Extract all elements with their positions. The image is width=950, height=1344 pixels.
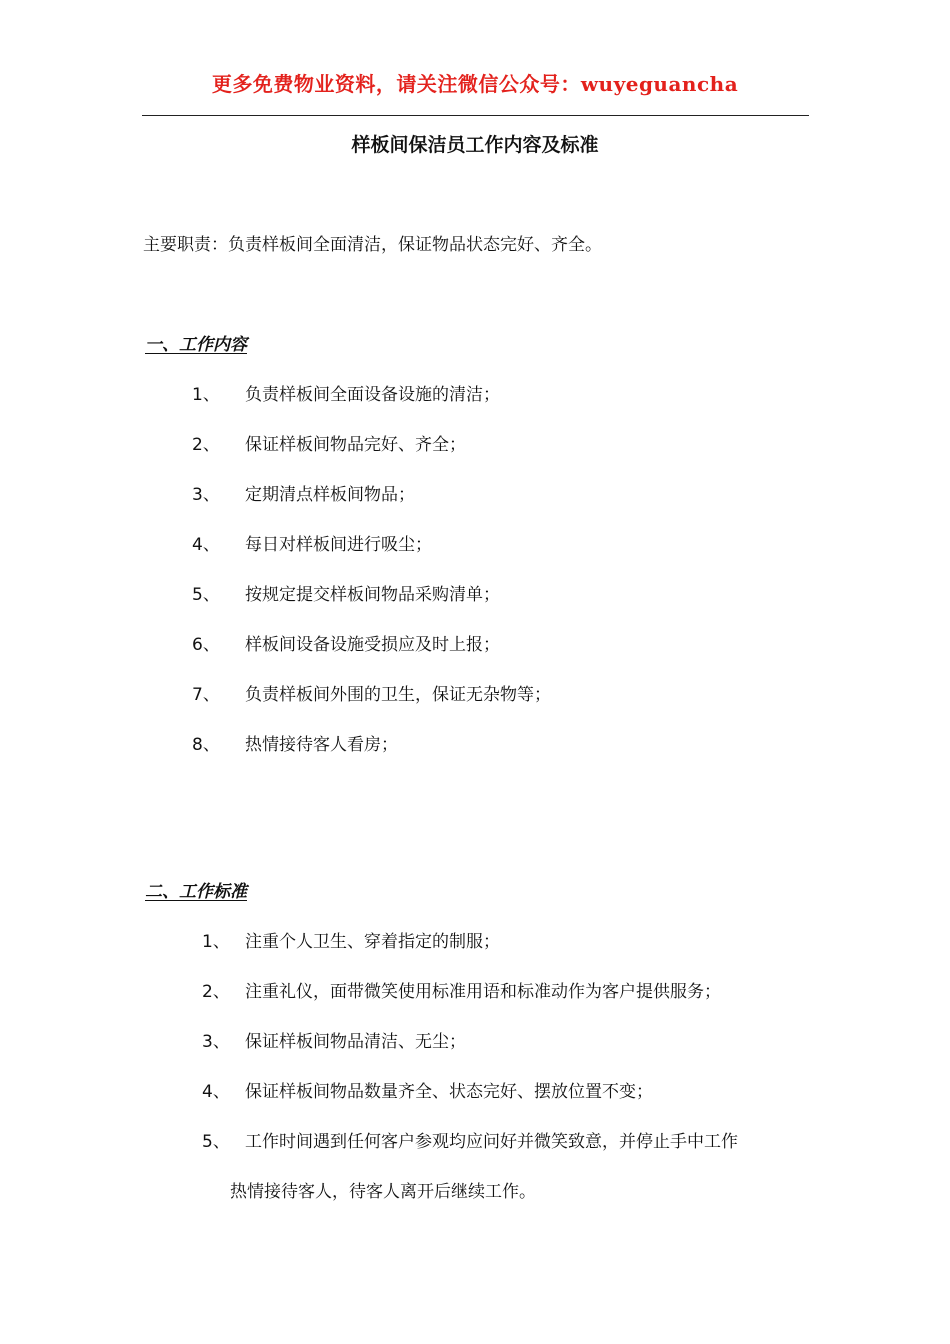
list-item	[0, 430, 950, 480]
list-item	[0, 730, 950, 780]
item-text: 热情接待客人看房；	[245, 735, 398, 755]
item-text: 保证样板间物品数量齐全、状态完好、摆放位置不变；	[245, 1082, 653, 1102]
header-divider	[142, 115, 809, 116]
list-item	[0, 630, 950, 680]
item-text-continuation: 热情接待客人，待客人离开后继续工作。	[230, 1182, 536, 1202]
section-heading-work-content: 一、工作内容	[145, 335, 247, 355]
item-number: 8、	[192, 735, 220, 755]
item-number: 1、	[192, 385, 220, 405]
item-number: 5、	[192, 585, 220, 605]
main-duty-text: 主要职责：负责样板间全面清洁，保证物品状态完好、齐全。	[143, 235, 602, 255]
item-number: 7、	[192, 685, 220, 705]
promo-banner: 更多免费物业资料，请关注微信公众号：wuyeguancha	[211, 72, 739, 96]
item-text: 保证样板间物品完好、齐全；	[245, 435, 466, 455]
item-text: 样板间设备设施受损应及时上报；	[245, 635, 500, 655]
item-number: 1、	[202, 932, 230, 952]
item-number: 2、	[202, 982, 230, 1002]
list-item	[0, 480, 950, 530]
item-text: 注重个人卫生、穿着指定的制服；	[245, 932, 500, 952]
list-item	[0, 530, 950, 580]
item-number: 3、	[192, 485, 220, 505]
item-number: 6、	[192, 635, 220, 655]
item-number: 4、	[202, 1082, 230, 1102]
list-item	[0, 680, 950, 730]
item-number: 2、	[192, 435, 220, 455]
work-content-list	[0, 380, 950, 780]
item-text: 保证样板间物品清洁、无尘；	[245, 1032, 466, 1052]
section-heading-work-standards: 二、工作标准	[145, 882, 247, 902]
item-text: 每日对样板间进行吸尘；	[245, 535, 432, 555]
item-text: 负责样板间外围的卫生，保证无杂物等；	[245, 685, 551, 705]
item-text: 按规定提交样板间物品采购清单；	[245, 585, 500, 605]
item-number: 4、	[192, 535, 220, 555]
item-number: 3、	[202, 1032, 230, 1052]
list-item	[0, 580, 950, 630]
item-text: 负责样板间全面设备设施的清洁；	[245, 385, 500, 405]
item-number: 5、	[202, 1132, 230, 1152]
document-title: 样板间保洁员工作内容及标准	[351, 134, 599, 156]
list-item	[0, 977, 950, 1027]
item-text: 工作时间遇到任何客户参观均应问好并微笑致意，并停止手中工作	[245, 1132, 738, 1152]
work-standards-list	[0, 927, 950, 1227]
item-text: 定期清点样板间物品；	[245, 485, 415, 505]
list-item	[0, 927, 950, 977]
list-item	[0, 380, 950, 430]
list-item	[0, 1127, 950, 1227]
item-text: 注重礼仪，面带微笑使用标准用语和标准动作为客户提供服务；	[245, 982, 721, 1002]
list-item	[0, 1027, 950, 1077]
list-item	[0, 1077, 950, 1127]
